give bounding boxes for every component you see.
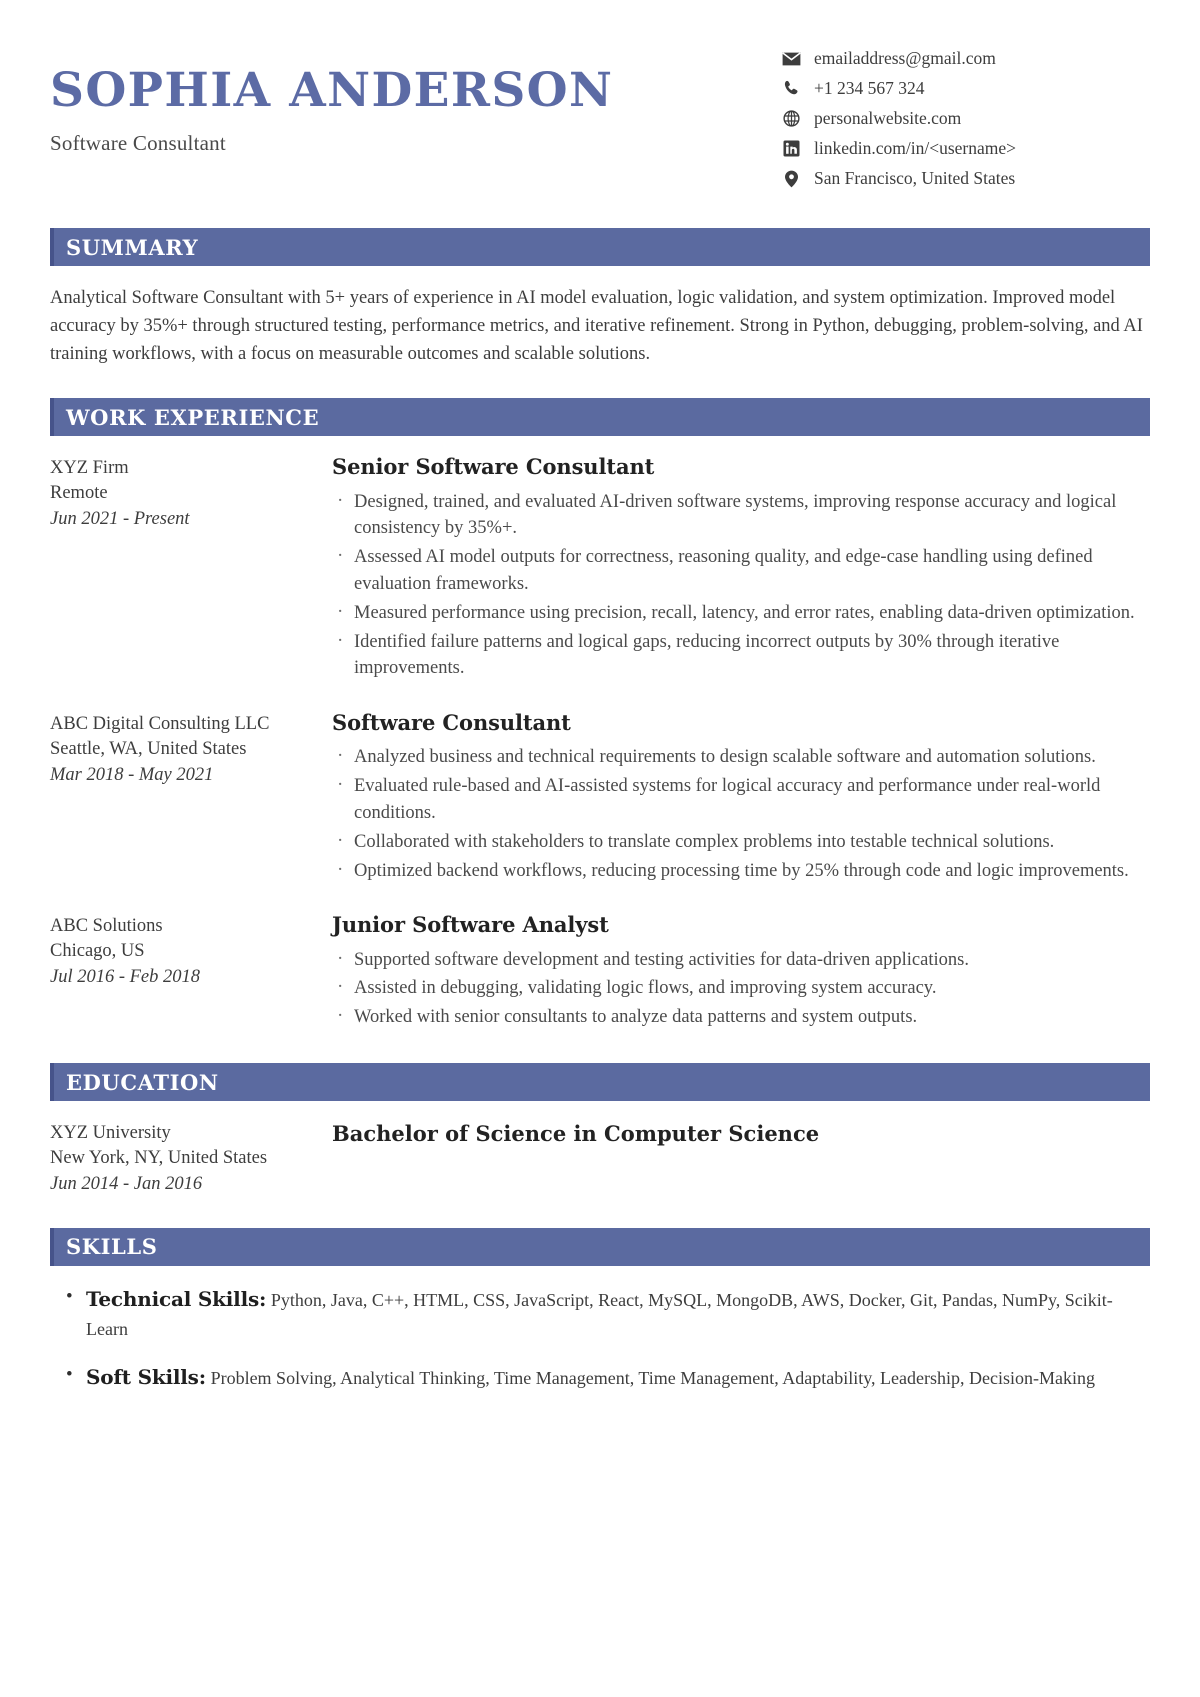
section-title-work-experience: WORK EXPERIENCE [66,404,320,430]
bullet-item: · Assessed AI model outputs for correctness, reasoning quality, and edge-case handling using defined evaluation frameworks. [332,544,1150,598]
bullet-item: · Worked with senior consultants to analyze data patterns and system outputs. [332,1004,1150,1031]
work-entry-role: Software Consultant [332,710,571,736]
skills-values: Python, Java, C++, HTML, CSS, JavaScript, React, MySQL, MongoDB, AWS, Docker, Git, Pandas, NumPy, Scikit-Learn [86,1289,1113,1339]
education-entry-degree: Bachelor of Science in Computer Science [332,1121,820,1147]
section-title-education: EDUCATION [66,1069,219,1095]
work-entry-bullets [332,744,1150,884]
work-entry [50,454,1150,684]
work-entry-location: Chicago, US [50,941,145,962]
bullet-item: · Measured performance using precision, recall, latency, and error rates, enabling data-driven optimization. [332,600,1150,627]
work-entry-dates: Jul 2016 - Feb 2018 [50,967,201,988]
resume-header [50,0,1150,198]
work-entry-org: XYZ Firm [50,458,129,479]
work-entry-dates: Jun 2021 - Present [50,509,190,530]
contact-item-location [780,168,1150,189]
skills-values: Problem Solving, Analytical Thinking, Time Management, Time Management, Adaptability, Leadership, Decision-Making [210,1368,1095,1389]
bullet-item: · Optimized backend workflows, reducing processing time by 25% through code and logic improvements. [332,858,1150,885]
work-entry-body [328,912,1150,1033]
phone-icon [780,79,802,99]
contact-item-website[interactable] [780,108,1150,129]
work-entry-bullets [332,947,1150,1031]
skills-list [50,1284,1150,1394]
education-entry-school: XYZ University [50,1123,171,1144]
education-entry-meta [50,1119,328,1198]
globe-icon [780,109,802,129]
education-entry [50,1119,1150,1198]
education-entry-body [328,1119,1150,1198]
section-header-summary [50,228,1150,266]
contact-text-email: emailaddress@gmail.com [814,48,996,68]
bullet-item: · Supported software development and testing activities for data-driven applications. [332,947,1150,974]
work-entry-dates: Mar 2018 - May 2021 [50,765,214,786]
email-icon [780,49,802,69]
section-header-skills [50,1228,1150,1266]
bullet-item: · Assisted in debugging, validating logic flows, and improving system accuracy. [332,975,1150,1002]
work-entry-meta [50,710,328,886]
work-entry-meta [50,912,328,1033]
skills-label: Technical Skills: [86,1286,267,1311]
work-entry-bullets [332,489,1150,683]
work-entry [50,710,1150,886]
work-entry-role: Junior Software Analyst [332,912,609,938]
linkedin-icon [780,139,802,159]
skills-item-technical [84,1284,1150,1345]
skills-label: Soft Skills: [86,1365,206,1390]
section-title-skills: SKILLS [66,1234,158,1260]
contact-block [780,44,1150,198]
bullet-item: · Analyzed business and technical requirements to design scalable software and automation solutions. [332,744,1150,771]
contact-item-phone[interactable] [780,78,1150,99]
bullet-item: · Evaluated rule-based and AI-assisted systems for logical accuracy and performance under real-world conditions. [332,773,1150,827]
education-entry-location: New York, NY, United States [50,1148,268,1169]
work-entry-meta [50,454,328,684]
skills-item-soft [84,1362,1150,1394]
work-entry-body [328,454,1150,684]
work-entry-org: ABC Solutions [50,916,163,937]
section-header-work-experience [50,398,1150,436]
bullet-item: · Collaborated with stakeholders to translate complex problems into testable technical solutions. [332,829,1150,856]
bullet-item: · Designed, trained, and evaluated AI-driven software systems, improving response accuracy and logical consistency by 35%+. [332,489,1150,543]
summary-text: Analytical Software Consultant with 5+ years of experience in AI model evaluation, logic validation, and system optimization. Improved model accuracy by 35%+ through structured testing, performance metrics, and iterative refinement. Strong in Python, debugging, problem-solving, and AI training workflows, with a focus on measurable outcomes and scalable solutions. [50,288,1143,365]
work-entry [50,912,1150,1033]
work-entry-location: Remote [50,483,108,504]
work-experience-list [50,454,1150,1033]
contact-item-linkedin[interactable] [780,138,1150,159]
identity-block [50,44,613,156]
candidate-job-title: Software Consultant [50,131,226,156]
location-pin-icon [780,169,802,189]
bullet-item: · Identified failure patterns and logical gaps, reducing incorrect outputs by 30% through iterative improvements. [332,629,1150,683]
work-entry-role: Senior Software Consultant [332,454,655,480]
contact-text-linkedin: linkedin.com/in/<username> [814,138,1016,158]
work-entry-org: ABC Digital Consulting LLC [50,714,270,735]
contact-text-location: San Francisco, United States [814,168,1016,188]
work-entry-body [328,710,1150,886]
contact-text-phone: +1 234 567 324 [814,78,925,98]
section-header-education [50,1063,1150,1101]
section-title-summary: SUMMARY [66,234,199,260]
candidate-name: SOPHIA ANDERSON [50,63,614,118]
contact-item-email[interactable] [780,48,1150,69]
contact-text-website: personalwebsite.com [814,108,962,128]
work-entry-location: Seattle, WA, United States [50,739,247,760]
education-entry-dates: Jun 2014 - Jan 2016 [50,1174,203,1195]
